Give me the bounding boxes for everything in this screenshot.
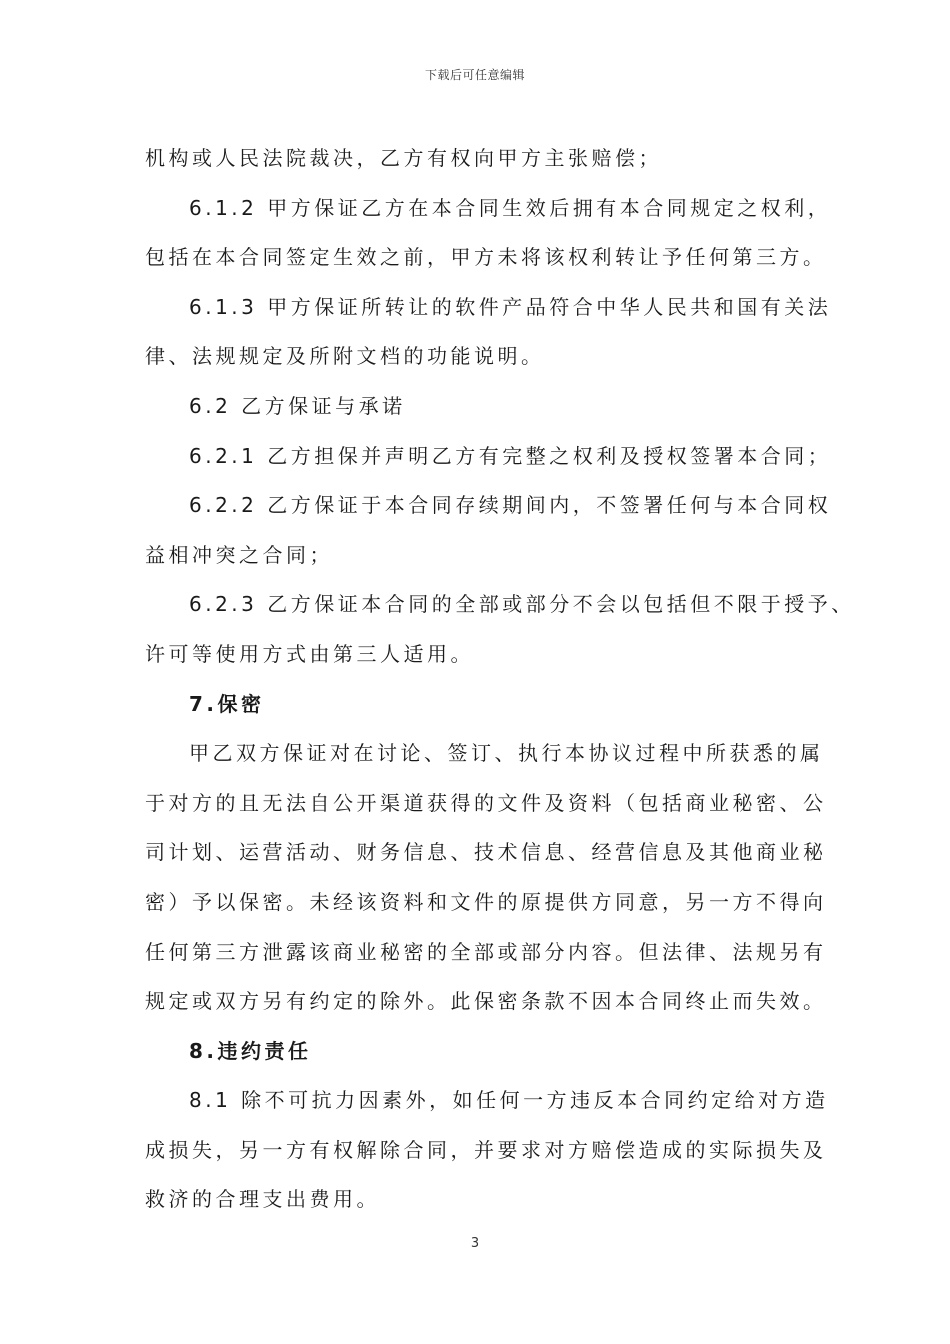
text-line: 6.2.3 乙方保证本合同的全部或部分不会以包括但不限于授予、 (189, 592, 855, 617)
text-line: 任何第三方泄露该商业秘密的全部或部分内容。但法律、法规另有 (145, 939, 827, 964)
text-line: 成损失，另一方有权解除合同，并要求对方赔偿造成的实际损失及 (145, 1137, 827, 1162)
text-line: 机构或人民法院裁决，乙方有权向甲方主张赔偿； (145, 146, 662, 170)
text-line: 6.2.2 乙方保证于本合同存续期间内，不签署任何与本合同权 (189, 493, 832, 518)
section-heading: 7.保密 (189, 691, 265, 716)
text-line: 8.1 除不可抗力因素外，如任何一方违反本合同约定给对方造 (189, 1088, 829, 1113)
text-line: 于对方的且无法自公开渠道获得的文件及资料（包括商业秘密、公 (145, 790, 827, 815)
text-line: 6.1.3 甲方保证所转让的软件产品符合中华人民共和国有关法 (189, 294, 832, 319)
text-line: 规定或双方另有约定的除外。此保密条款不因本合同终止而失效。 (145, 989, 827, 1014)
text-line: 司计划、运营活动、财务信息、技术信息、经营信息及其他商业秘 (145, 840, 827, 865)
text-line: 6.2.1 乙方担保并声明乙方有完整之权利及授权签署本合同； (189, 443, 832, 468)
text-line: 律、法规规定及所附文档的功能说明。 (145, 344, 545, 369)
text-line: 益相冲突之合同； (145, 542, 333, 567)
text-line: 甲乙双方保证对在讨论、签订、执行本协议过程中所获悉的属 (189, 741, 824, 766)
section-heading: 8.违约责任 (189, 1038, 312, 1063)
text-line: 密）予以保密。未经该资料和文件的原提供方同意，另一方不得向 (145, 889, 827, 914)
text-line: 6.2 乙方保证与承诺 (189, 393, 406, 418)
text-line: 包括在本合同签定生效之前，甲方未将该权利转让予任何第三方。 (145, 245, 827, 270)
page-header: 下载后可任意编辑 (424, 68, 525, 82)
document-body (145, 134, 855, 1225)
text-line: 6.1.2 甲方保证乙方在本合同生效后拥有本合同规定之权利， (189, 195, 832, 220)
text-line: 救济的合理支出费用。 (145, 1187, 380, 1212)
text-line: 许可等使用方式由第三人适用。 (145, 641, 474, 666)
page-number: 3 (470, 1236, 480, 1251)
